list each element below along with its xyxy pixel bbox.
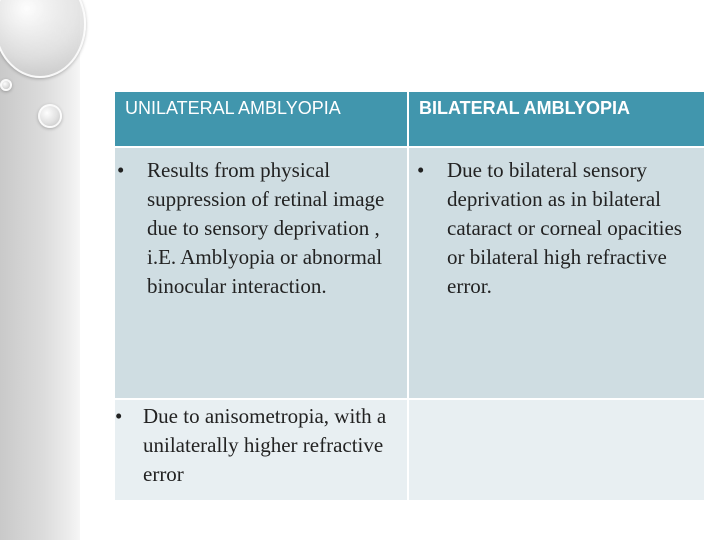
decorative-side-strip [0,0,80,540]
decorative-bubble-small [0,79,12,91]
list-item [115,402,397,489]
bullet-icon: • [417,158,425,182]
unilateral-amblyopia-header: UNILATERAL AMBLYOPIA [114,91,408,147]
table-cell [408,147,705,399]
bilateral-amblyopia-header: BILATERAL AMBLYOPIA [408,91,705,147]
table-cell [114,147,408,399]
table-header-row [114,91,705,147]
amblyopia-comparison-table [113,90,706,502]
bullet-icon: • [115,404,123,428]
unilateral-anisometropia-description: Due to anisometropia, with a unilaterally higher refractive error [143,404,387,486]
decorative-bubble-medium [38,104,62,128]
list-item [417,156,698,301]
bullet-icon: • [117,158,125,182]
table-row [114,147,705,399]
unilateral-description: Results from physical suppression of retinal image due to sensory deprivation , i.E. Amblyopia or abnormal binocular interaction. [147,158,385,298]
table-cell [114,399,408,501]
table-cell-empty [408,399,705,501]
bilateral-description: Due to bilateral sensory deprivation as in bilateral cataract or corneal opacities or bilateral high refractive error. [447,158,682,298]
table-row [114,399,705,501]
list-item [117,156,393,301]
